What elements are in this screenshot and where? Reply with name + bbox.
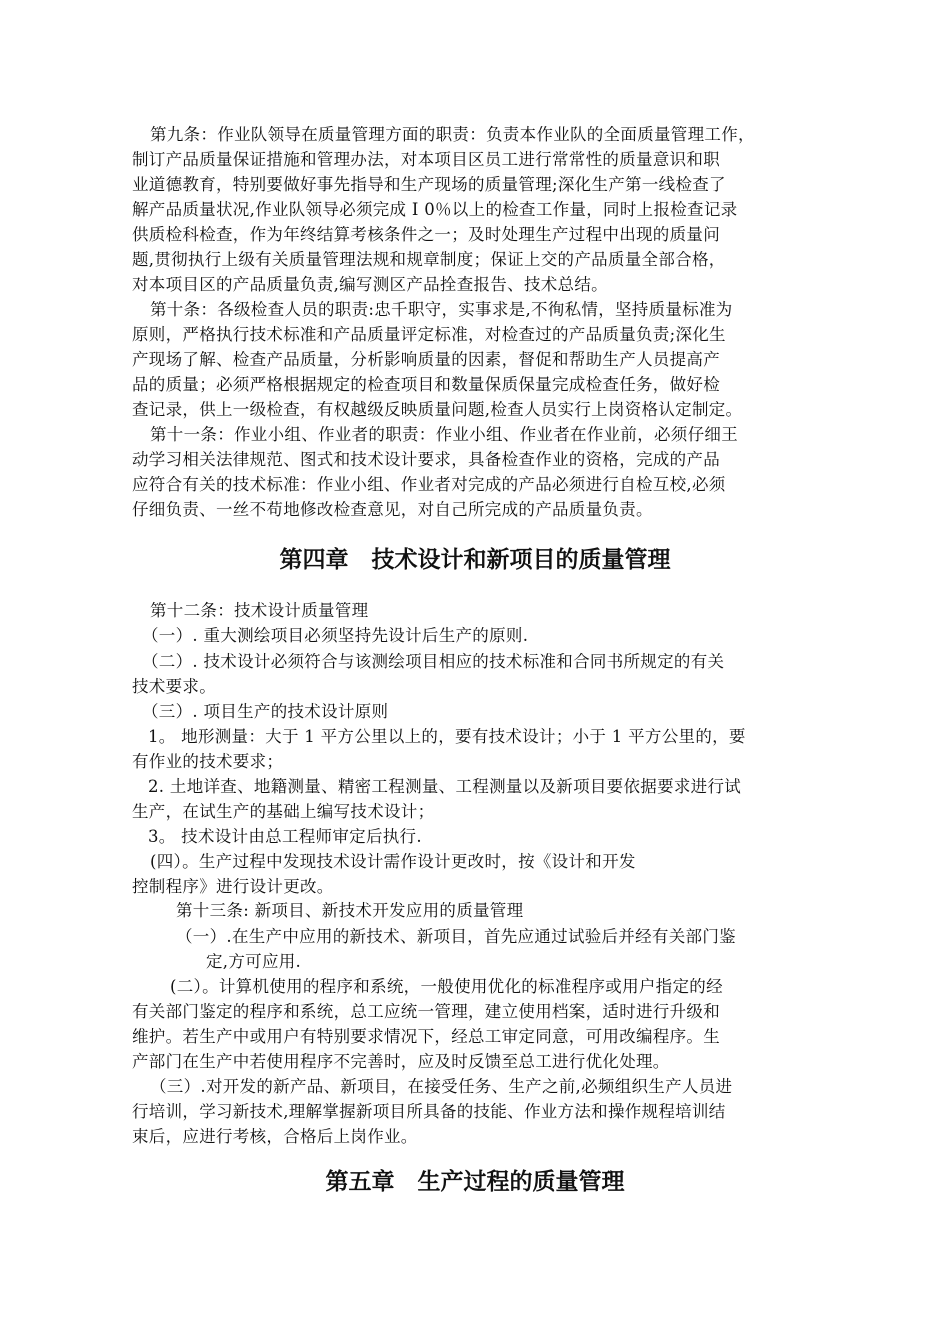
article12-line: 1。 地形测量：大于 1 平方公里以上的，要有技术设计；小于 1 平方公里的，要 (148, 727, 746, 746)
article12-line: 有作业的技术要求； (132, 752, 284, 771)
article9-line: 第九条：作业队领导在质量管理方面的职责：负责本作业队的全面质量管理工作， (150, 125, 755, 144)
article11-line: 应符合有关的技术标准：作业小组、作业者对完成的产品必须进行自检互校,必须 (132, 475, 726, 494)
article10-line: 品的质量；必须严格根据规定的检查项目和数量保质保量完成检查任务，做好检 (132, 375, 720, 394)
article12-line: 2. 土地详查、地籍测量、精密工程测量、工程测量以及新项目要依据要求进行试 (148, 777, 742, 796)
article12-line: 生产，在试生产的基础上编写技术设计； (132, 802, 435, 821)
article9-line: 对本项目区的产品质量负责,编写测区产品拴查报告、技术总结。 (132, 275, 608, 294)
article10-line: 原则，严格执行技术标准和产品质量评定标准，对检查过的产品质量负责;深化生 (132, 325, 726, 344)
article11-line: 动学习相关法律规范、图式和技术设计要求，具备检查作业的资格，完成的产品 (132, 450, 720, 469)
article13-line: 定,方可应用. (206, 952, 302, 971)
article10-line: 产现场了解、检查产品质量，分析影响质量的因素，督促和帮助生产人员提高产 (132, 350, 720, 369)
article12-line: （二）. 技术设计必须符合与该测绘项目相应的技术标准和合同书所规定的有关 (142, 652, 725, 671)
article9-line: 题,贯彻执行上级有关质量管理法规和规章制度；保证上交的产品质量全部合格， (132, 250, 726, 269)
article13-line: 维护。若生产中或用户有特别要求情况下，经总工审定同意，可用改编程序。生 (132, 1027, 720, 1046)
article12-line: (四）。生产过程中发现技术设计需作设计更改时，按《设计和开发 (150, 852, 636, 871)
article12-line: （一）. 重大测绘项目必须坚持先设计后生产的原则. (142, 626, 529, 645)
chapter4-heading: 第四章 技术设计和新项目的质量管理 (279, 547, 671, 573)
article11-line: 仔细负责、一丝不苟地修改检查意见，对自己所完成的产品质量负责。 (132, 500, 653, 519)
article9-line: 供质检科检查，作为年终结算考核条件之一；及时处理生产过程中出现的质量问 (132, 225, 720, 244)
article13-line: 束后，应进行考核，合格后上岗作业。 (132, 1127, 418, 1146)
article13-line: (二）。计算机使用的程序和系统，一般使用优化的标准程序或用户指定的经 (170, 977, 723, 996)
article12-line: 技术要求。 (132, 677, 216, 696)
article13-line: （一）.在生产中应用的新技术、新项目，首先应通过试验后并经有关部门鉴 (176, 927, 736, 946)
article12-line: 控制程序》进行设计更改。 (132, 877, 334, 896)
article12-line: 3。 技术设计由总工程师审定后执行. (148, 827, 422, 846)
article11-line: 第十一条：作业小组、作业者的职责：作业小组、作业者在作业前，必须仔细王 (150, 425, 738, 444)
article12-line: （三）. 项目生产的技术设计原则 (142, 702, 389, 721)
article13-line: 产部门在生产中若使用程序不完善时，应及时反馈至总工进行优化处理。 (132, 1052, 670, 1071)
article12-line: 第十二条：技术设计质量管理 (150, 601, 369, 620)
article10-line: 第十条：各级检查人员的职责:忠千职守，实事求是,不徇私情，坚持质量标准为 (150, 300, 733, 319)
article13-line: 有关部门鉴定的程序和系统，总工应统一管理，建立使用档案，适时进行升级和 (132, 1002, 720, 1021)
article13-line: （三）.对开发的新产品、新项目，在接受任务、生产之前,必频组织生产人员进 (150, 1077, 733, 1096)
article9-line: 业道德教育，特别要做好事先指导和生产现场的质量管理;深化生产第一线检查了 (132, 175, 726, 194)
article9-line: 解产品质量状况,作业队领导必须完成 I 0％以上的检查工作量，同时上报检查记录 (132, 200, 738, 219)
article13-line: 第十三条: 新项目、新技术开发应用的质量管理 (176, 901, 524, 920)
article9-line: 制订产品质量保证措施和管理办法，对本项目区员工进行常常性的质量意识和职 (132, 150, 720, 169)
chapter5-heading: 第五章 生产过程的质量管理 (325, 1169, 625, 1195)
article13-line: 行培训，学习新技术,理解掌握新项目所具备的技能、作业方法和操作规程培训结 (132, 1102, 726, 1121)
article10-line: 查记录，供上一级检查，有权越级反映质量问题,检查人员实行上岗资格认定制定。 (132, 400, 743, 419)
